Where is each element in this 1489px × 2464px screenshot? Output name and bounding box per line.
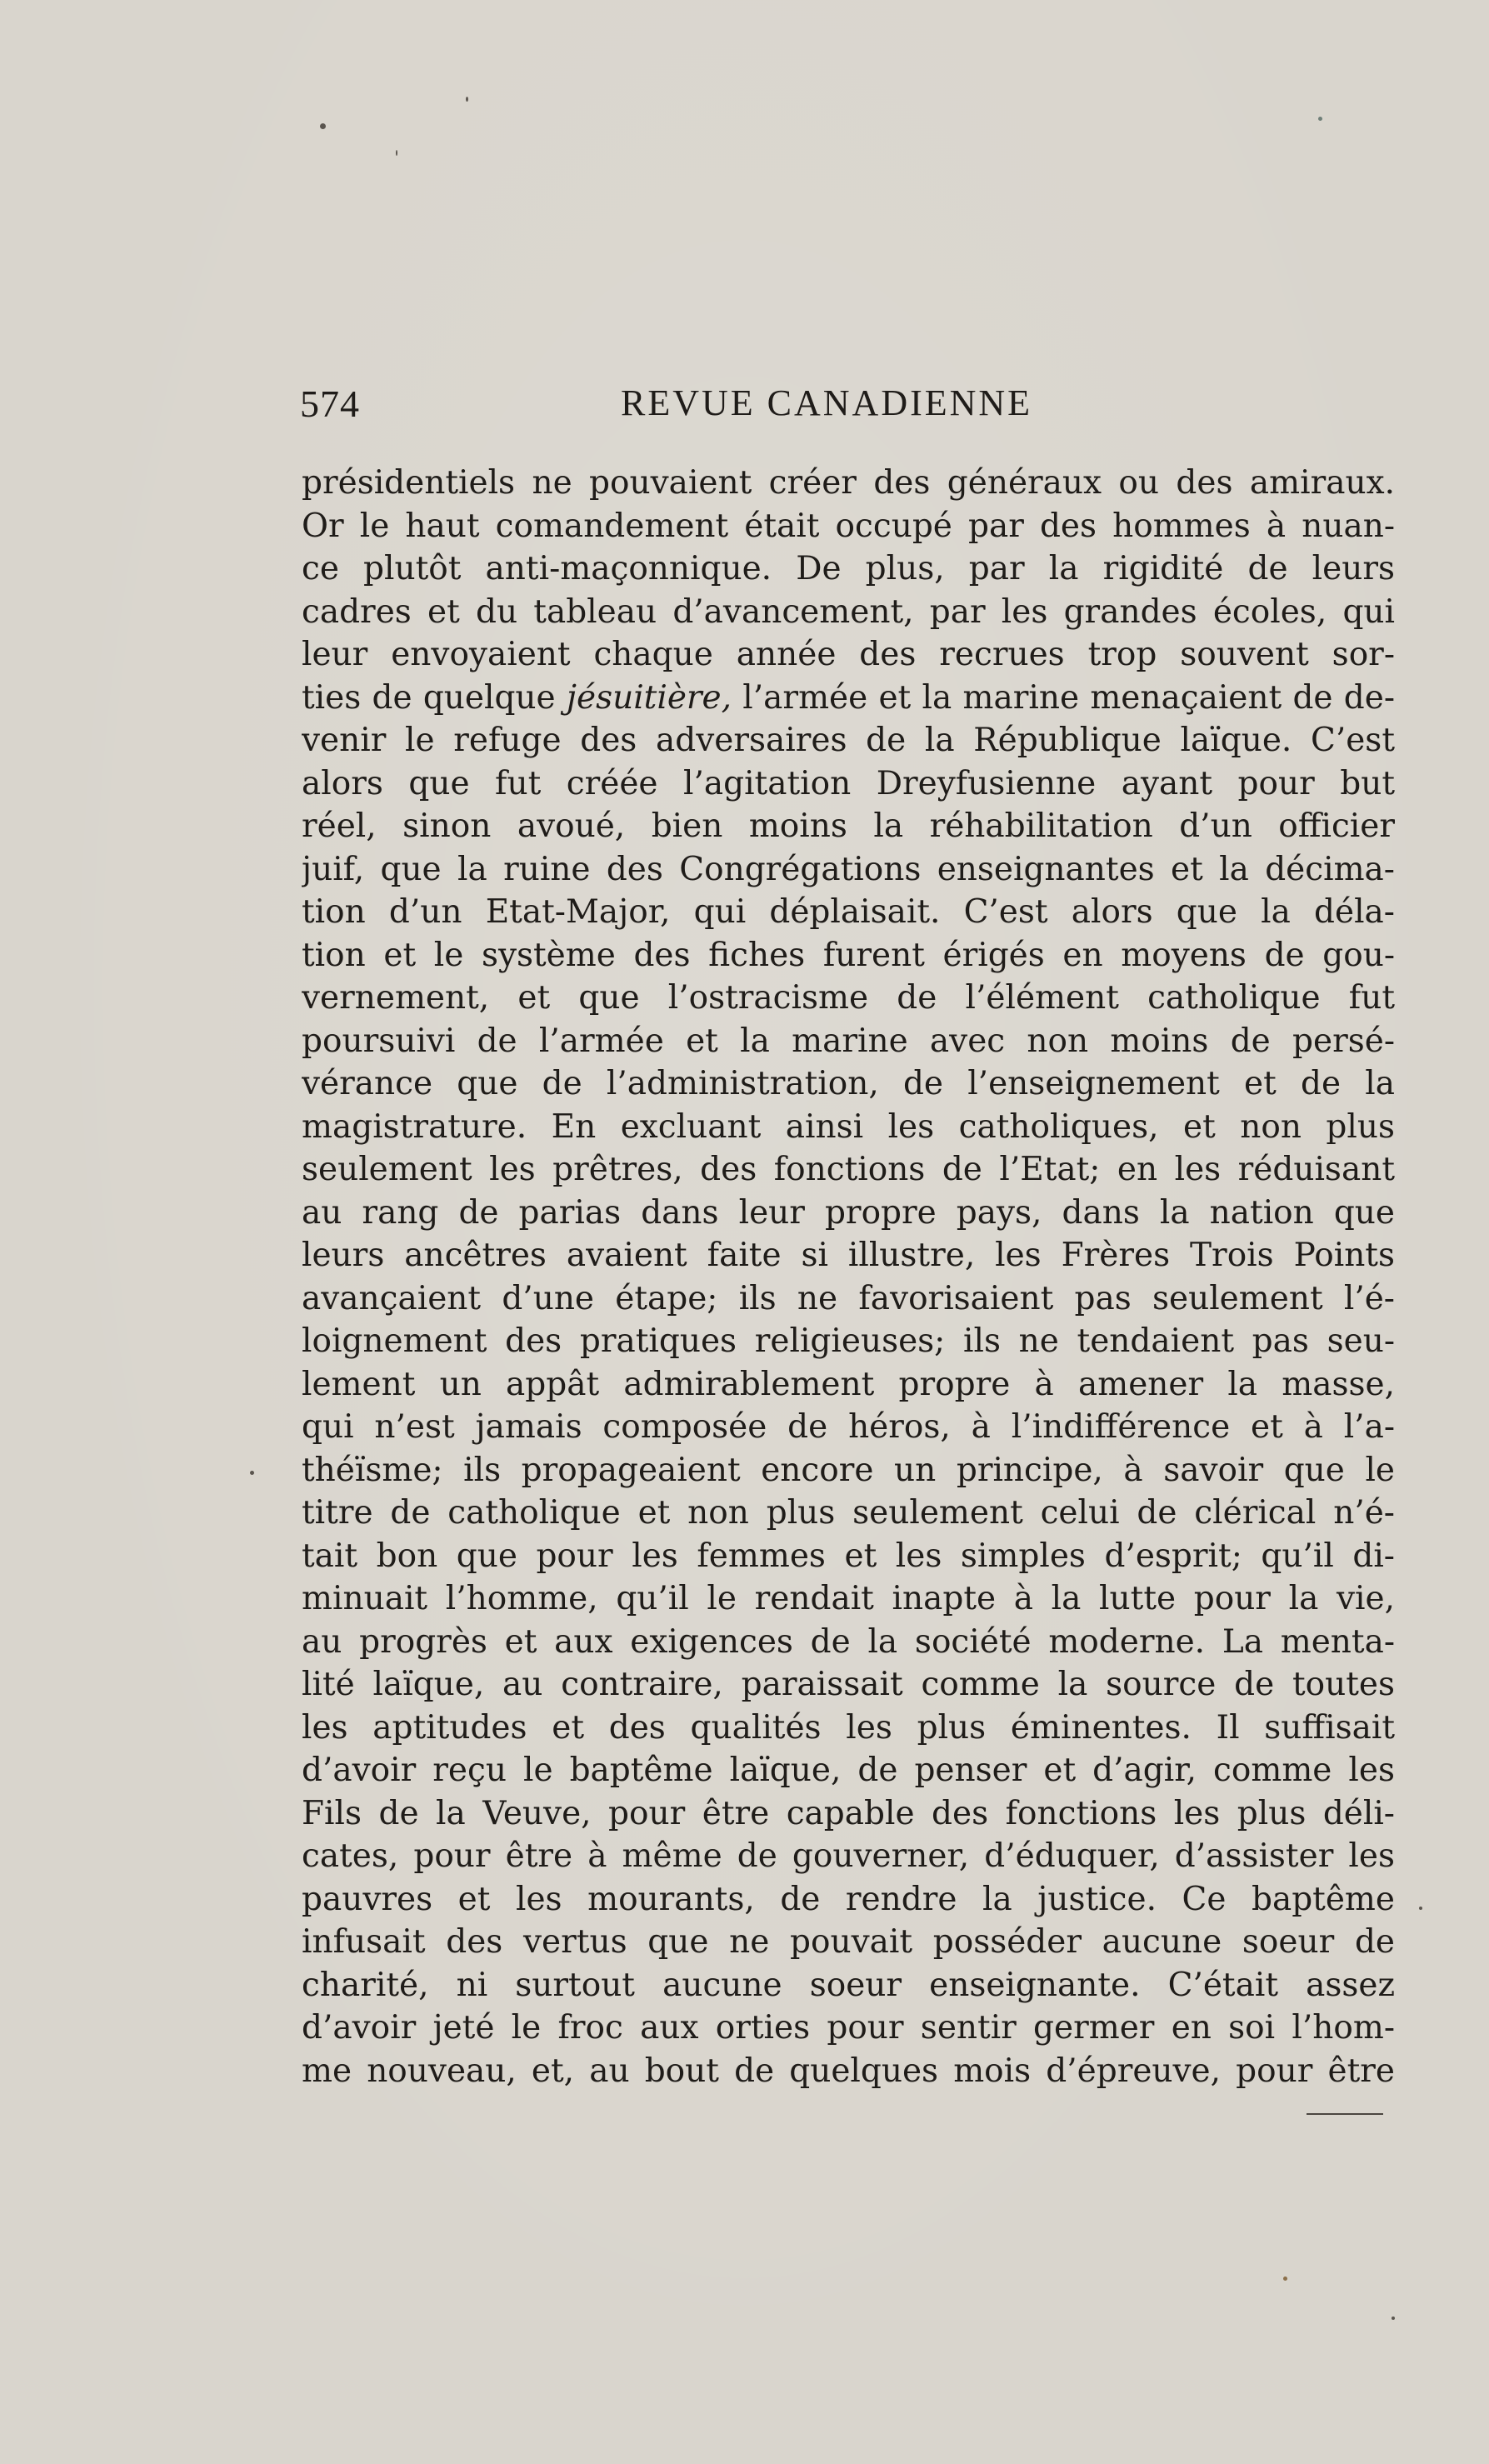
text-line: seulement les prêtres, des fonctions de l’Etat; en les réduisant xyxy=(302,1151,1395,1188)
text-line: Or le haut comandement était occupé par des hommes à nuan- xyxy=(302,507,1395,545)
text-line: poursuivi de l’armée et la marine avec non moins de persé- xyxy=(302,1022,1395,1060)
text-line-with-italic xyxy=(302,677,1395,720)
text-line: minuait l’homme, qu’il le rendait inapte à la lutte pour la vie, xyxy=(302,1580,1395,1617)
text-line: leurs ancêtres avaient faite si illustre, les Frères Trois Points xyxy=(302,1237,1395,1274)
text-line: juif, que la ruine des Congrégations enseignantes et la décima- xyxy=(302,850,1395,888)
running-head xyxy=(300,382,1396,432)
text-line: venir le refuge des adversaires de la République laïque. C’est xyxy=(302,722,1395,759)
text-line: d’avoir reçu le baptême laïque, de penser et d’agir, comme les xyxy=(302,1752,1395,1789)
text-line: magistrature. En excluant ainsi les catholiques, et non plus xyxy=(302,1107,1395,1146)
text-line: d’avoir jeté le froc aux orties pour sentir germer en soi l’hom- xyxy=(302,2009,1395,2047)
text-line: vérance que de l’administration, de l’enseignement et de la xyxy=(302,1065,1395,1102)
text-segment: l’armée et la marine menaçaient de de- xyxy=(732,678,1395,717)
text-line: loignement des pratiques religieuses; ils ne tendaient pas seu- xyxy=(302,1322,1395,1360)
text-line: réel, sinon avoué, bien moins la réhabilitation d’un officier xyxy=(302,807,1395,845)
paper-speck xyxy=(1392,2317,1395,2320)
text-line: qui n’est jamais composée de héros, à l’indifférence et à l’a- xyxy=(302,1408,1395,1446)
text-line: lité laïque, au contraire, paraissait comme la source de toutes xyxy=(302,1666,1395,1703)
body-text xyxy=(302,462,1395,2092)
text-line: ce plutôt anti-maçonnique. De plus, par la rigidité de leurs xyxy=(302,550,1395,587)
text-line: au progrès et aux exigences de la société moderne. La menta- xyxy=(302,1622,1395,1661)
text-line: cates, pour être à même de gouverner, d’éduquer, d’assister les xyxy=(302,1837,1395,1875)
text-line: présidentiels ne pouvaient créer des généraux ou des amiraux. xyxy=(302,464,1395,502)
text-line: Fils de la Veuve, pour être capable des fonctions les plus déli- xyxy=(302,1794,1395,1832)
text-segment: ties de quelque xyxy=(302,678,567,717)
paper-speck xyxy=(320,123,326,129)
text-line: titre de catholique et non plus seulement celui de clérical n’é- xyxy=(302,1494,1395,1532)
text-line: cadres et du tableau d’avancement, par les grandes écoles, qui xyxy=(302,592,1395,631)
text-line: théïsme; ils propageaient encore un principe, à savoir que le xyxy=(302,1451,1395,1489)
end-rule-mark xyxy=(1307,2113,1383,2115)
text-line: avançaient d’une étape; ils ne favorisaient pas seulement l’é- xyxy=(302,1279,1395,1317)
journal-title: REVUE CANADIENNE xyxy=(621,382,1033,423)
text-line: tion et le système des fiches furent érigés en moyens de gou- xyxy=(302,936,1395,974)
text-line: au rang de parias dans leur propre pays, dans la nation que xyxy=(302,1193,1395,1232)
page-number: 574 xyxy=(300,382,360,425)
text-line: alors que fut créée l’agitation Dreyfusienne ayant pour but xyxy=(302,764,1395,802)
paper-speck xyxy=(1283,2277,1287,2281)
text-line: tion d’un Etat-Major, qui déplaisait. C’est alors que la déla- xyxy=(302,893,1395,931)
text-line: vernement, et que l’ostracisme de l’élément catholique fut xyxy=(302,979,1395,1017)
text-line: tait bon que pour les femmes et les simples d’esprit; qu’il di- xyxy=(302,1537,1395,1575)
text-line: leur envoyaient chaque année des recrues trop souvent sor- xyxy=(302,636,1395,673)
text-line: les aptitudes et des qualités les plus éminentes. Il suffisait xyxy=(302,1708,1395,1747)
paper-speck xyxy=(250,1471,254,1475)
paper-speck xyxy=(1419,1907,1422,1910)
text-line: lement un appât admirablement propre à amener la masse, xyxy=(302,1365,1395,1403)
text-line: pauvres et les mourants, de rendre la justice. Ce baptême xyxy=(302,1880,1395,1918)
paper-speck xyxy=(466,97,468,102)
italic-word: jésuitière, xyxy=(566,678,732,717)
paper-speck xyxy=(396,150,397,156)
text-line: charité, ni surtout aucune soeur enseignante. C’était assez xyxy=(302,1966,1395,2004)
text-line: infusait des vertus que ne pouvait posséder aucune soeur de xyxy=(302,1923,1395,1961)
paper-speck xyxy=(1318,117,1322,121)
text-line: me nouveau, et, au bout de quelques mois d’épreuve, pour être xyxy=(302,2052,1395,2090)
